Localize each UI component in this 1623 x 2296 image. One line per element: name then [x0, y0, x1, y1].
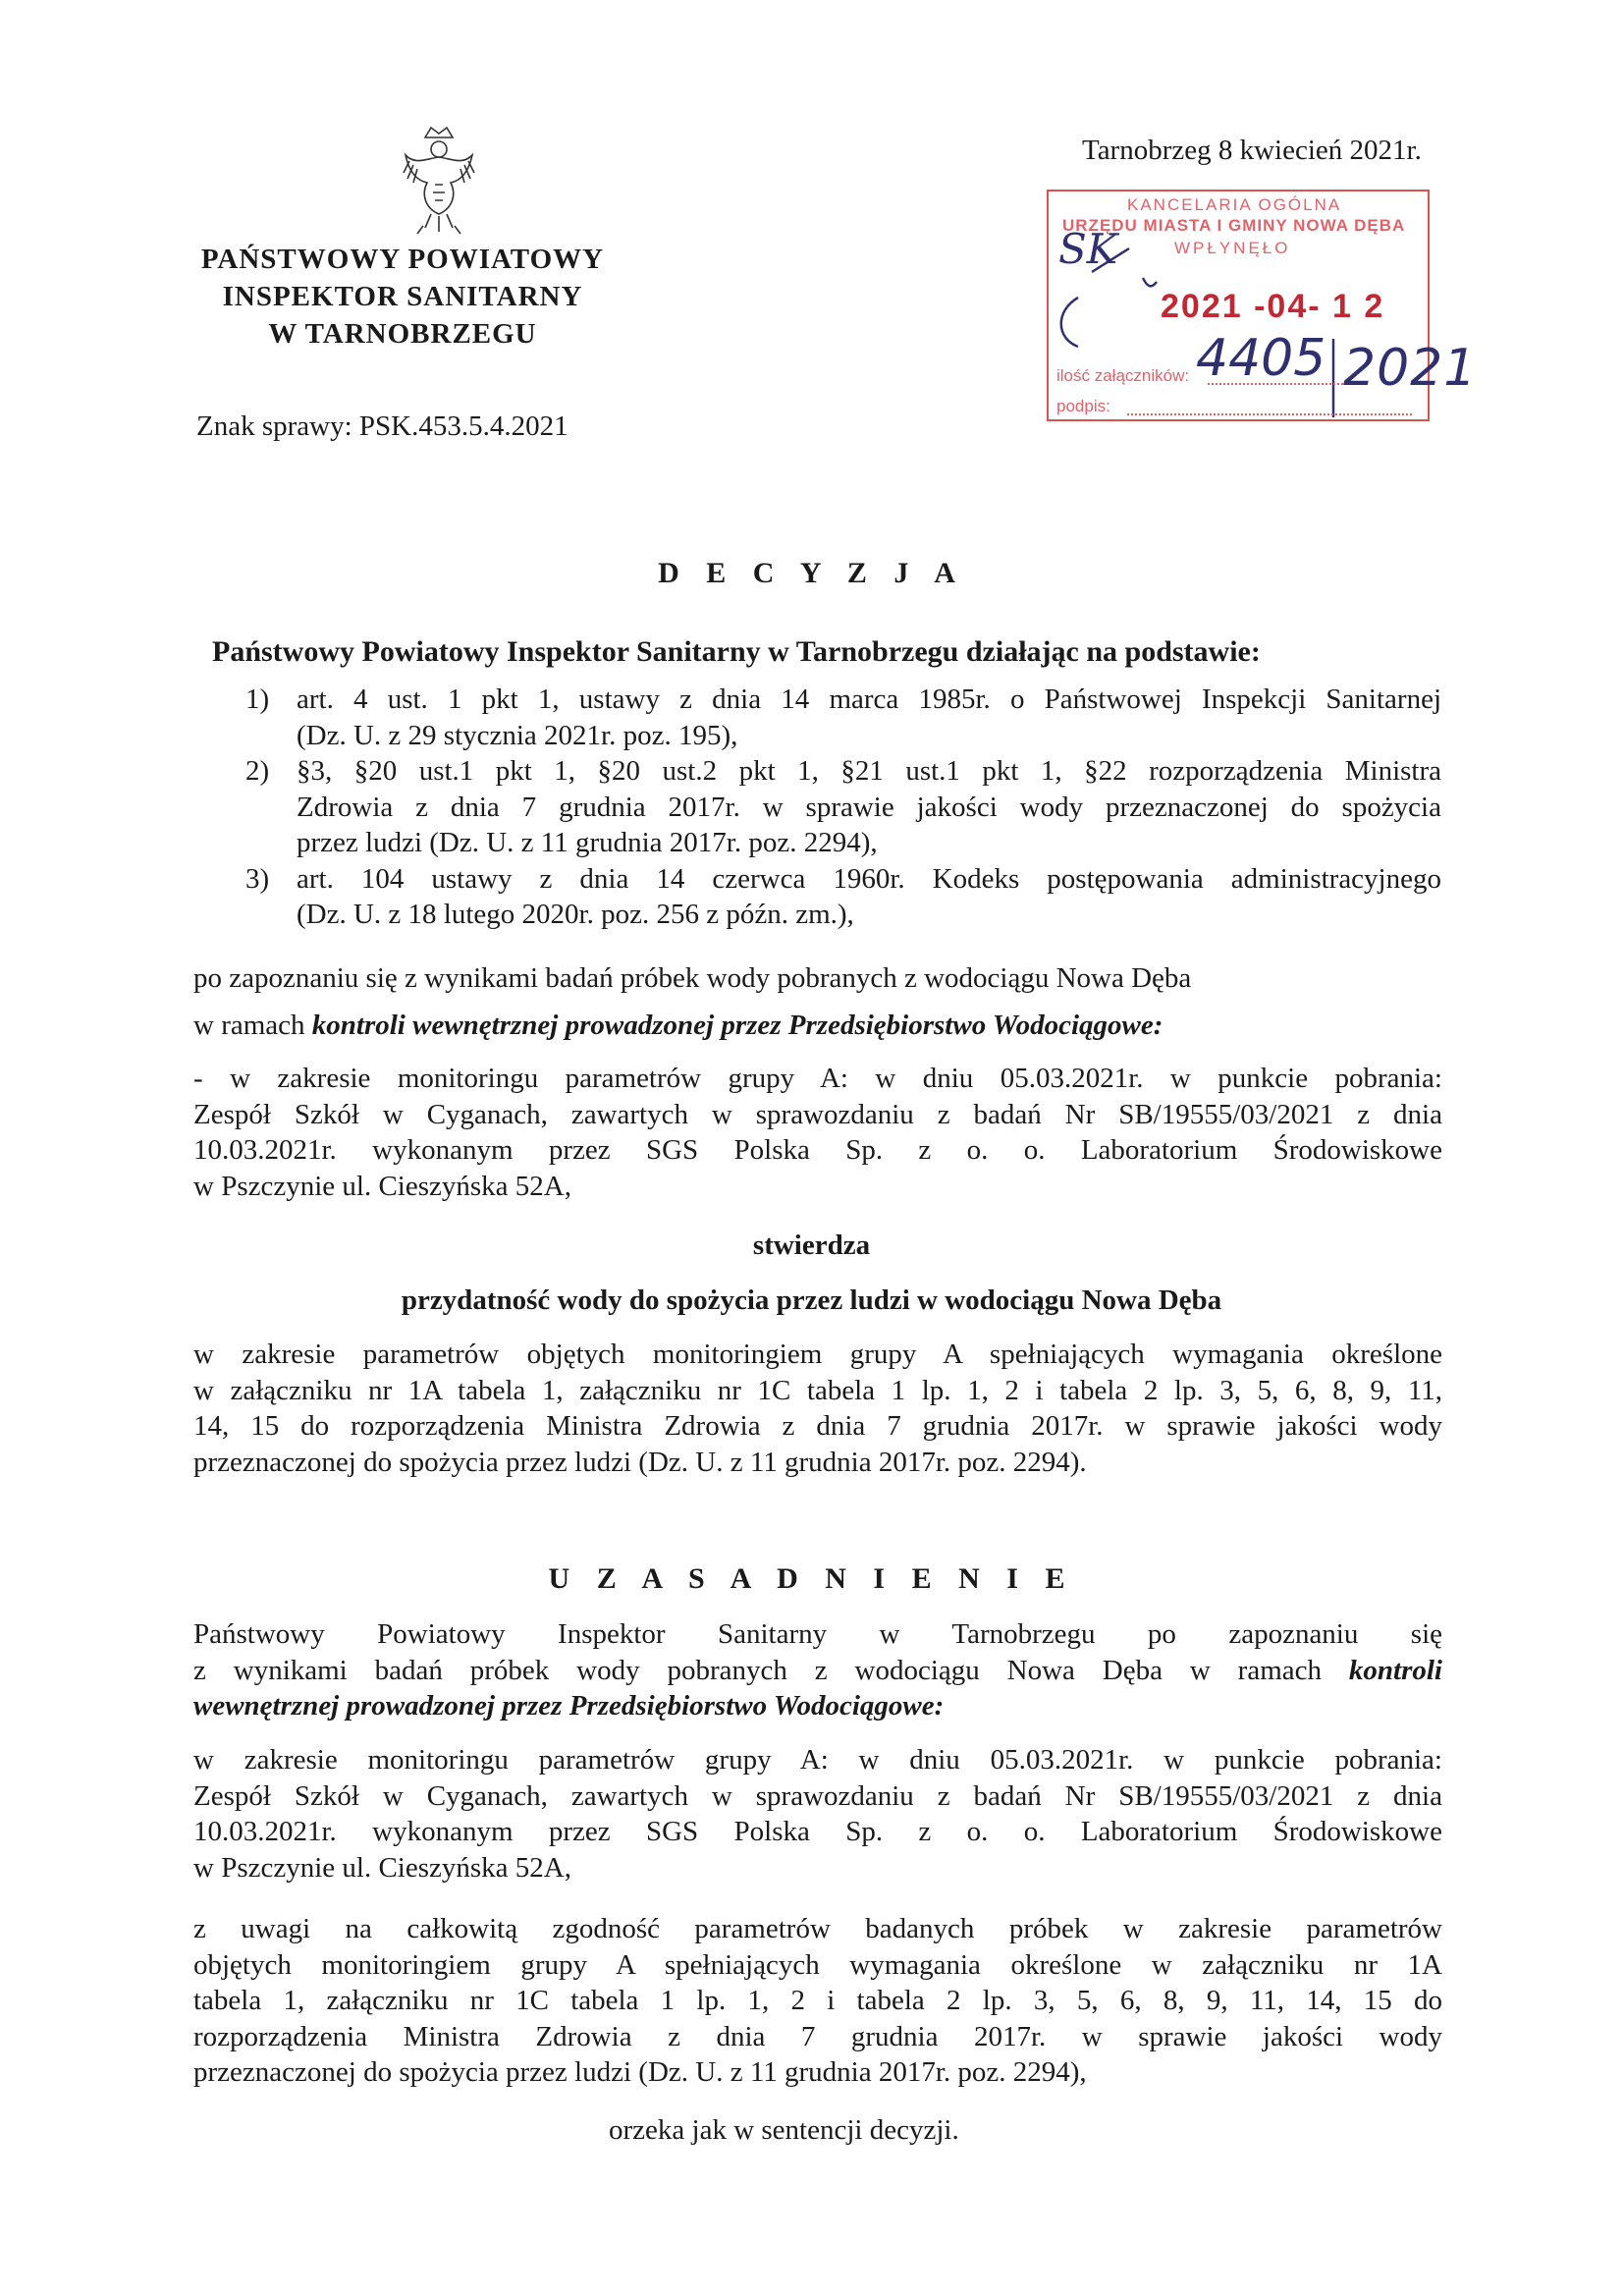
text-line [193, 1653, 1442, 1689]
text-line: rozporządzenia Ministra Zdrowia z dnia 7 grudnia 2017r. w sprawie jakości wody [193, 2020, 1442, 2052]
bold-italic-text: kontroli [1348, 1654, 1442, 1686]
paragraph [193, 1616, 1442, 1724]
text-line: (Dz. U. z 18 lutego 2020r. poz. 256 z późn. zm.), [297, 899, 854, 930]
text-line: przeznaczonej do spożycia przez ludzi (Dz. U. z 11 grudnia 2017r. poz. 2294), [193, 2056, 1087, 2088]
decision-lead: Państwowy Powiatowy Inspektor Sanitarny w Tarnobrzegu działając na podstawie: [212, 635, 1261, 668]
text-line: §3, §20 ust.1 pkt 1, §20 ust.2 pkt 1, §21 ust.1 pkt 1, §22 rozporządzenia Ministra [297, 755, 1441, 787]
text-line: 10.03.2021r. wykonanym przez SGS Polska Sp. z o. o. Laboratorium Środowiskowe [193, 1816, 1442, 1847]
text-line: 14, 15 do rozporządzenia Ministra Zdrowia z dnia 7 grudnia 2017r. w sprawie jakości wody [193, 1410, 1442, 1442]
stamp-line: KANCELARIA OGÓLNA [1127, 195, 1342, 214]
text-line [193, 1008, 1442, 1044]
text-line: art. 104 ustawy z dnia 14 czerwca 1960r. Kodeks postępowania administracyjnego [297, 862, 1441, 895]
text-line: Państwowy Powiatowy Inspektor Sanitarny w Tarnobrzegu po zapoznaniu się [193, 1618, 1442, 1650]
text-line: w zakresie parametrów objętych monitoringiem grupy A spełniających wymagania określone [193, 1339, 1442, 1370]
paragraph [193, 960, 1442, 997]
stamp-date: 2021 -04- 1 2 [1161, 288, 1385, 325]
text-line: po zapoznaniu się z wynikami badań próbek wody pobranych z wodociągu Nowa Dęba [193, 962, 1192, 994]
handwritten-year: 2021 [1343, 339, 1478, 398]
list-item [245, 861, 1441, 933]
decision-title: D E C Y Z J A [658, 557, 965, 589]
text-line: art. 4 ust. 1 pkt 1, ustawy z dnia 14 marca 1985r. o Państwowej Inspekcji Sanitarnej [297, 683, 1441, 715]
paragraph [193, 1337, 1442, 1480]
text-span: z wynikami badań próbek wody pobranych z wodociągu Nowa Dęba w ramach [193, 1654, 1349, 1686]
text-line: z uwagi na całkowitą zgodność parametrów badanych próbek w zakresie parametrów [193, 1913, 1442, 1944]
issuer-line: PAŃSTWOWY POWIATOWY [200, 244, 605, 275]
issuer-name [147, 241, 658, 353]
handwritten-number: 4405 [1196, 329, 1326, 388]
text-line: - w zakresie monitoringu parametrów grupy A: w dniu 05.03.2021r. w punkcie pobrania: [193, 1063, 1442, 1094]
dotted-line [1127, 413, 1412, 415]
text-line: tabela 1, załączniku nr 1C tabela 1 lp. 1, 2 i tabela 2 lp. 3, 5, 6, 8, 9, 11, 14, 15 do [193, 1985, 1442, 2016]
text-line: Zespół Szkół w Cyganach, zawartych w sprawozdaniu z badań Nr SB/19555/03/2021 z dnia [193, 1779, 1442, 1812]
text-line: (Dz. U. z 29 stycznia 2021r. poz. 195), [297, 719, 738, 751]
case-number: Znak sprawy: PSK.453.5.4.2021 [196, 410, 568, 442]
list-item [245, 753, 1441, 861]
paragraph [193, 1008, 1442, 1044]
polish-eagle-emblem-icon [396, 126, 482, 240]
list-number: 3) [245, 862, 270, 895]
list-number: 2) [245, 755, 270, 787]
attachments-label: ilość załączników: [1056, 366, 1190, 385]
text-line: w zakresie monitoringu parametrów grupy A: w dniu 05.03.2021r. w punkcie pobrania: [193, 1744, 1442, 1776]
incoming-stamp [1047, 190, 1478, 421]
text-line: Zdrowia z dnia 7 grudnia 2017r. w sprawie jakości wody przeznaczonej do spożycia [297, 791, 1441, 823]
handwritten-initials: SK [1058, 225, 1118, 273]
text-line: w załączniku nr 1A tabela 1, załączniku nr 1C tabela 1 lp. 1, 2 i tabela 2 lp. 3, 5, 6, 8, 9, 11, [193, 1374, 1442, 1406]
text-line: przez ludzi (Dz. U. z 11 grudnia 2017r. poz. 2294), [297, 827, 878, 858]
paragraph [193, 1911, 1442, 2091]
justification-title: U Z A S A D N I E N I E [548, 1562, 1075, 1595]
text-line: objętych monitoringiem grupy A spełniających wymagania określone w załączniku nr 1A [193, 1948, 1442, 1981]
text-line: w Pszczynie ul. Cieszyńska 52A, [193, 1851, 571, 1884]
text-line: przeznaczonej do spożycia przez ludzi (Dz. U. z 11 grudnia 2017r. poz. 2294). [193, 1446, 1087, 1478]
text-line: 10.03.2021r. wykonanym przez SGS Polska Sp. z o. o. Laboratorium Środowiskowe [193, 1134, 1442, 1166]
list-number: 1) [245, 683, 270, 715]
text-line: w Pszczynie ul. Cieszyńska 52A, [193, 1170, 571, 1202]
finding-heading: przydatność wody do spożycia przez ludzi w wodociągu Nowa Dęba [401, 1285, 1222, 1316]
text-span: w ramach [193, 1010, 312, 1041]
text-line: Zespół Szkół w Cyganach, zawartych w sprawozdaniu z badań Nr SB/19555/03/2021 z dnia [193, 1098, 1442, 1130]
legal-basis-list [245, 682, 1441, 933]
stamp-line: WPŁYNĘŁO [1174, 239, 1291, 257]
signature-label: podpis: [1056, 397, 1110, 415]
bold-italic-text: wewnętrznej prowadzonej przez Przedsiębiorstwo Wodociągowe: [193, 1690, 945, 1722]
issuer-line: INSPEKTOR SANITARNY [222, 281, 583, 312]
place-and-date: Tarnobrzeg 8 kwiecień 2021r. [1082, 135, 1422, 166]
closing-line: orzeka jak w sentencji decyzji. [609, 2114, 959, 2146]
issuer-line: W TARNOBRZEGU [268, 318, 537, 350]
paragraph [193, 1742, 1442, 1886]
paragraph [193, 1061, 1442, 1204]
stamp-line: URZĘDU MIASTA I GMINY NOWA DĘBA [1062, 216, 1406, 235]
stwierdza-heading: stwierdza [752, 1230, 871, 1261]
list-item [245, 682, 1441, 753]
bold-italic-text: kontroli wewnętrznej prowadzonej przez Przedsiębiorstwo Wodociągowe: [311, 1010, 1163, 1041]
